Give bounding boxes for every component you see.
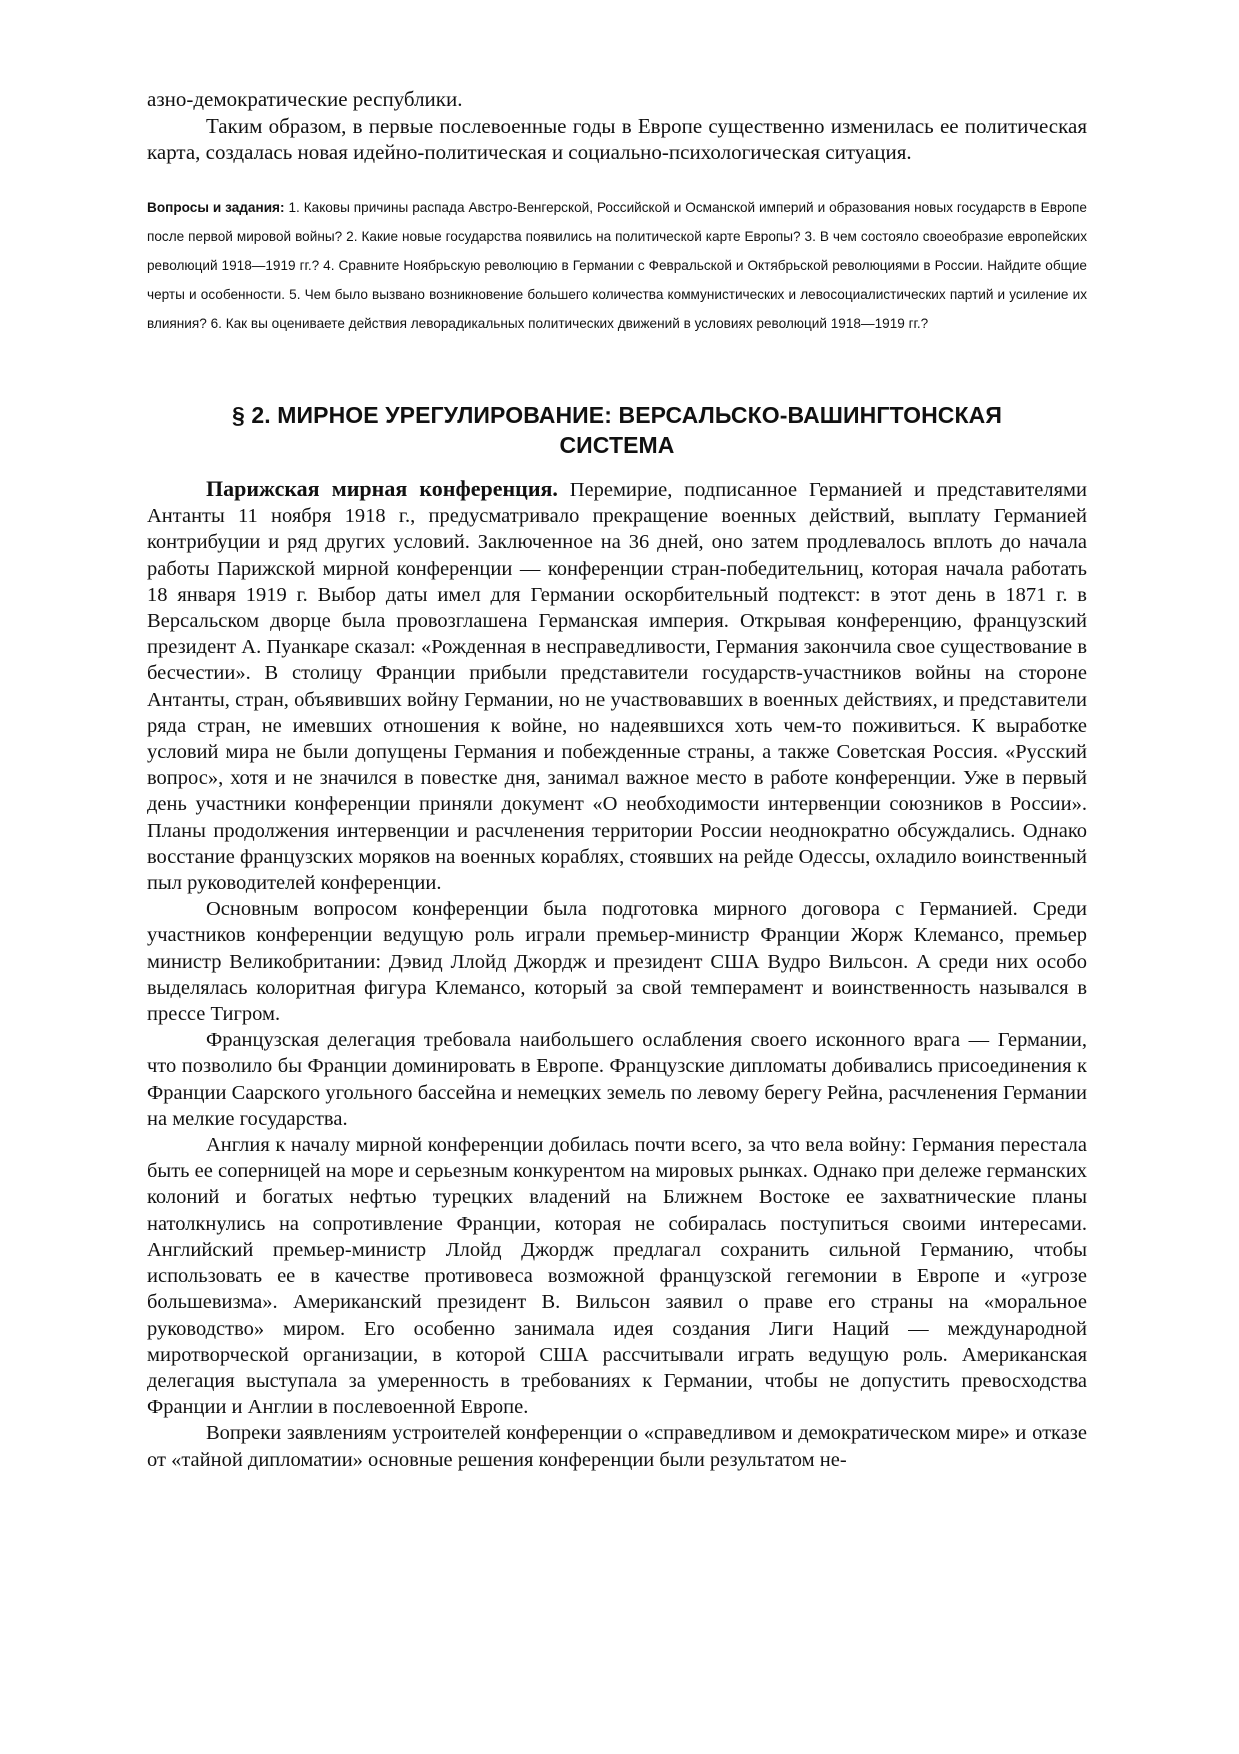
intro-paragraph: Таким образом, в первые послевоенные годы в Европе существенно изменилась ее политическая карта, создалась новая идейно-политическая и социально-психологическая ситуация. bbox=[147, 114, 1087, 164]
section-heading bbox=[147, 400, 1087, 460]
intro-line: азно-демократические республики. bbox=[147, 87, 463, 111]
paragraph-3: Французская делегация требовала наибольшего ослабления своего исконного врага — Германии, что позволило бы Франции доминировать в Европе. Французские дипломаты добивались присоединения к Франции Саарского угольного бассейна и немецких земель по левому берегу Рейна, расчленения Германии на мелкие государства. bbox=[147, 1029, 1087, 1130]
section-body bbox=[147, 476, 1087, 1473]
section-heading-line2: СИСТЕМА bbox=[559, 432, 675, 458]
paragraph-5: Вопреки заявлениям устроителей конференции о «справедливом и демократическом мире» и отказе от «тайной дипломатии» основные решения конференции были результатом не- bbox=[147, 1422, 1087, 1471]
paragraph-1 bbox=[147, 476, 1087, 896]
document-page bbox=[147, 86, 1087, 1473]
questions-label: Вопросы и задания: bbox=[147, 200, 285, 215]
paragraph-lead-in: Парижская мирная конференция. bbox=[206, 476, 558, 501]
paragraph-4: Англия к началу мирной конференции добилась почти всего, за что вела войну: Германия перестала быть ее соперницей на море и серьезным конкурентом на мировых рынках. Однако при дележе германских колоний и богатых нефтью турецких владений на Ближнем Востоке ее захватнические планы натолкнулись на сопротивление Франции, которая не собиралась поступиться своими интересами. Английский премьер-министр Ллойд Джордж предлагал сохранить сильной Германию, чтобы использовать ее в качестве противовеса возможной французской гегемонии в Европе и «угрозе большевизма». Американский президент В. Вильсон заявил о праве его страны на «моральное руководство» миром. Его особенно занимала идея создания Лиги Наций — международной миротворческой организации, в которой США рассчитывали играть ведущую роль. Американская делегация выступала за умеренность в требованиях к Германии, чтобы не допустить превосходства Франции и Англии в послевоенной Европе. bbox=[147, 1134, 1087, 1419]
paragraph-1-text: Перемирие, подписанное Германией и представителями Антанты 11 ноября 1918 г., предусматривало прекращение военных действий, выплату Германией контрибуции и ряд других условий. Заключенное на 36 дней, оно затем продлевалось вплоть до начала работы Парижской мирной конференции — конференции стран-победительниц, которая начала работать 18 января 1919 г. Выбор даты имел для Германии оскорбительный подтекст: в этот день в 1871 г. в Версальском дворце была провозглашена Германская империя. Открывая конференцию, французский президент А. Пуанкаре сказал: «Рожденная в несправедливости, Германия закончила свое существование в бесчестии». В столицу Франции прибыли представители государств-участников войны на стороне Антанты, стран, объявивших войну Германии, но не участвовавших в военных действиях, и представители ряда стран, не имевших отношения к войне, но надеявшихся хоть чем-то поживиться. К выработке условий мира не были допущены Германия и побежденные страны, а также Советская Россия. «Русский вопрос», хотя и не значился в повестке дня, занимал важное место в работе конференции. Уже в первый день участники конференции приняли документ «О необходимости интервенции союзников в России». Планы продолжения интервенции и расчленения территории России неоднократно обсуждались. Однако восстание французских моряков на военных кораблях, стоявших на рейде Одессы, охладило воинственный пыл руководителей конференции. bbox=[147, 479, 1087, 895]
paragraph-2: Основным вопросом конференции была подготовка мирного договора с Германией. Среди участников конференции ведущую роль играли премьер-министр Франции Жорж Клемансо, премьер министр Великобритании: Дэвид Ллойд Джордж и президент США Вудро Вильсон. А среди них особо выделялась колоритная фигура Клемансо, который за свой темперамент и воинственность назывался в прессе Тигром. bbox=[147, 898, 1087, 1026]
questions-text: 1. Каковы причины распада Австро-Венгерской, Российской и Османской империй и образования новых государств в Европе после первой мировой войны? 2. Какие новые государства появились на политической карте Европы? 3. В чем состояло своеобразие европейских революций 1918—1919 гг.? 4. Сравните Ноябрьскую революцию в Германии с Февральской и Октябрьской революциями в России. Найдите общие черты и особенности. 5. Чем было вызвано возникновение большего количества коммунистических и левосоциалистических партий и усиление их влияния? 6. Как вы оцениваете действия леворадикальных политических движений в условиях революций 1918—1919 гг.? bbox=[147, 200, 1087, 331]
section-heading-line1: § 2. МИРНОЕ УРЕГУЛИРОВАНИЕ: ВЕРСАЛЬСКО-ВАШИНГТОНСКАЯ bbox=[232, 402, 1002, 428]
questions-block bbox=[147, 193, 1087, 338]
intro-block bbox=[147, 86, 1087, 165]
